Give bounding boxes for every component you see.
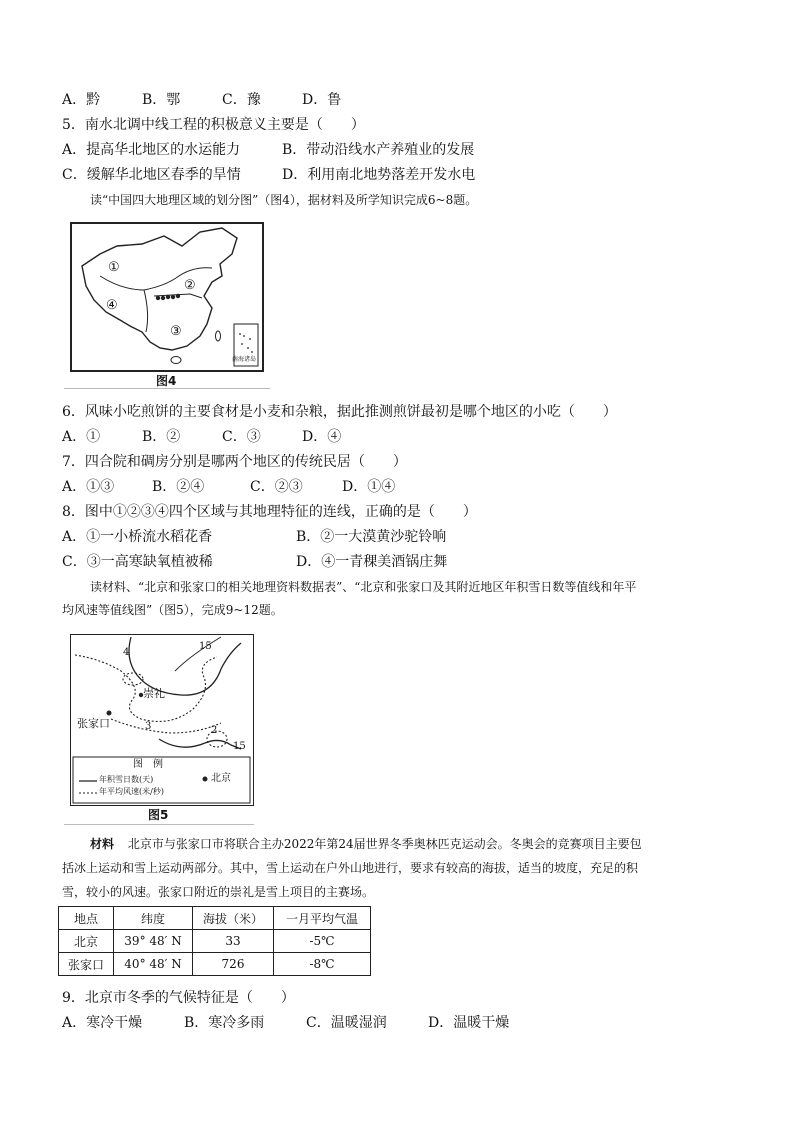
figure-5-rule xyxy=(64,824,254,825)
region-label-1: ① xyxy=(108,260,120,275)
q7-stem: 7．四合院和碉房分别是哪两个地区的传统民居（ ） xyxy=(62,454,407,470)
q7-option-b: B．②④ xyxy=(152,479,205,495)
figure-4-map xyxy=(70,222,264,372)
china-outline xyxy=(82,228,237,350)
table-row xyxy=(59,953,371,976)
region-label-3: ③ xyxy=(170,324,182,339)
beijing-label: 北京 xyxy=(211,773,231,784)
beijing-marker xyxy=(203,777,208,782)
figure-5-map xyxy=(70,634,254,806)
material-line1 xyxy=(90,834,642,854)
q6-option-a: A．① xyxy=(62,429,101,445)
table-row xyxy=(59,930,371,953)
inset-label: 南海诸岛 xyxy=(232,356,257,363)
iso-label-3: 3 xyxy=(145,721,152,732)
intro-6-8: 读“中国四大地理区域的划分图”（图4），据材料及所学知识完成6~8题。 xyxy=(90,193,478,207)
q5-option-a: A．提高华北地区的水运能力 xyxy=(62,142,241,158)
q5-option-b: B．带动沿线水产养殖业的发展 xyxy=(282,142,475,158)
table-header-cell: 地点 xyxy=(59,907,114,930)
q5-stem: 5．南水北调中线工程的积极意义主要是（ ） xyxy=(62,117,365,133)
boundary-line-2 xyxy=(144,290,148,332)
table-header-cell: 海拔（米） xyxy=(193,907,274,930)
snow-isoline-15b xyxy=(159,739,241,749)
table-cell: 40° 48′ N xyxy=(114,953,193,976)
table-cell: 33 xyxy=(193,930,274,953)
chongli-label: 崇礼 xyxy=(143,687,165,700)
hainan-island xyxy=(171,357,181,364)
iso-label-15b: 15 xyxy=(233,741,246,752)
material-line3: 雪，较小的风速。张家口附近的崇礼是雪上项目的主赛场。 xyxy=(62,885,375,899)
q7-option-d: D．①④ xyxy=(342,479,396,495)
material-text-1: 北京市与张家口市将联合主办2022年第24届世界冬季奥林匹克运动会。冬奥会的竞赛项目主要包 xyxy=(127,837,642,851)
q7-option-a: A．①③ xyxy=(62,479,115,495)
q9-option-c: C．温暖湿润 xyxy=(306,1015,387,1031)
region-label-4: ④ xyxy=(106,298,118,313)
q6-option-b: B．② xyxy=(142,429,181,445)
iso-label-15a: 15 xyxy=(199,641,212,652)
q6-option-c: C．③ xyxy=(222,429,261,445)
legend-title: 图 例 xyxy=(133,759,163,770)
taiwan-island xyxy=(216,331,221,341)
q8-stem: 8．图中①②③④四个区域与其地理特征的连线，正确的是（ ） xyxy=(62,504,477,520)
q4-option-a: A．黔 xyxy=(62,92,101,108)
legend-snow-label: 年积雪日数(天) xyxy=(99,775,154,784)
q8-option-c: C．③一高寒缺氧植被稀 xyxy=(62,554,213,570)
q4-option-c: C．豫 xyxy=(222,92,261,108)
legend-wind-label: 年平均风速(米/秒) xyxy=(99,787,164,796)
intro-9-12-line1: 读材料、“北京和张家口的相关地理资料数据表”、“北京和张家口及其附近地区年积雪日数等值线和年平 xyxy=(90,580,637,594)
q6-stem: 6．风味小吃煎饼的主要食材是小麦和杂粮，据此推测煎饼最初是哪个地区的小吃（ ） xyxy=(62,404,617,420)
figure-4-caption: 图4 xyxy=(156,374,177,388)
material-line2: 括冰上运动和雪上运动两部分。其中，雪上运动在户外山地进行，要求有较高的海拔，适当的坡度，充足的积 xyxy=(62,861,639,875)
snow-isoline-top xyxy=(175,637,221,671)
q9-option-b: B．寒冷多雨 xyxy=(184,1015,265,1031)
q9-stem: 9．北京市冬季的气候特征是（ ） xyxy=(62,990,295,1006)
q4-option-b: B．鄂 xyxy=(142,92,181,108)
table-header-cell: 一月平均气温 xyxy=(274,907,371,930)
table-header-row xyxy=(59,907,371,930)
table-cell: 39° 48′ N xyxy=(114,930,193,953)
boundary-line-1 xyxy=(100,276,176,290)
table-cell: -8℃ xyxy=(274,953,371,976)
china-regions-map xyxy=(72,224,262,370)
geo-data-table xyxy=(58,906,371,976)
table-cell: 张家口 xyxy=(59,953,114,976)
table-cell: 726 xyxy=(193,953,274,976)
q5-option-c: C．缓解华北地区春季的旱情 xyxy=(62,167,241,183)
zhangjiakou-label: 张家口 xyxy=(77,717,110,730)
iso-label-4: 4 xyxy=(123,647,130,658)
zhangjiakou-marker xyxy=(107,711,112,716)
q4-option-d: D．鲁 xyxy=(302,92,342,108)
figure-4-rule xyxy=(64,388,270,389)
table-cell: 北京 xyxy=(59,930,114,953)
q8-option-a: A．①一小桥流水稻花香 xyxy=(62,529,213,545)
intro-9-12-line2: 均风速等值线图”（图5），完成9~12题。 xyxy=(62,603,283,617)
iso-label-2: 2 xyxy=(211,725,218,736)
q7-option-c: C．②③ xyxy=(250,479,303,495)
q5-option-d: D．利用南北地势落差开发水电 xyxy=(282,167,476,183)
table-header-cell: 纬度 xyxy=(114,907,193,930)
region-label-2: ② xyxy=(184,278,196,293)
material-label: 材料 xyxy=(90,837,115,851)
q6-option-d: D．④ xyxy=(302,429,342,445)
q8-option-d: D．④一青稞美酒锅庄舞 xyxy=(296,554,448,570)
q9-option-d: D．温暖干燥 xyxy=(428,1015,510,1031)
q8-option-b: B．②一大漠黄沙驼铃响 xyxy=(296,529,447,545)
figure-5-caption: 图5 xyxy=(148,808,169,822)
q9-option-a: A．寒冷干燥 xyxy=(62,1015,143,1031)
table-cell: -5℃ xyxy=(274,930,371,953)
boundary-line-4 xyxy=(176,268,212,278)
